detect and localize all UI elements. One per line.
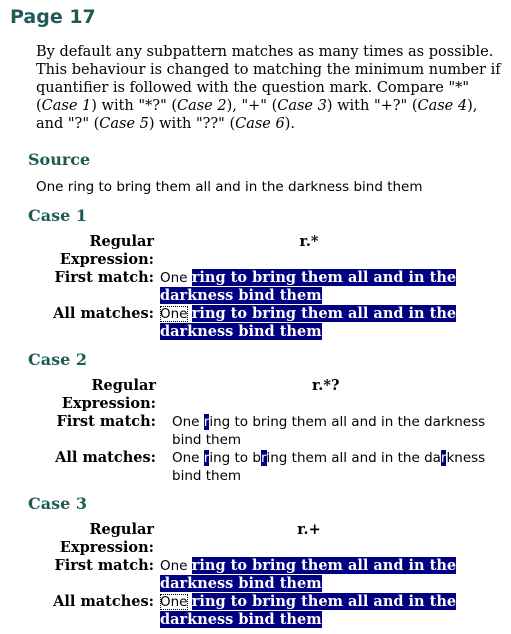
first-match-value xyxy=(160,557,458,593)
case-4-ref: Case 4 xyxy=(417,98,468,114)
all-matches-value xyxy=(160,593,458,629)
regex-value: r.*? xyxy=(312,377,340,394)
all-matches-label: All matches: xyxy=(55,449,156,466)
unmatched-text: One xyxy=(160,594,188,610)
regex-value: r.+ xyxy=(297,521,321,538)
case-6-ref: Case 6 xyxy=(235,116,285,132)
match-highlight: ring to bring them all and in the darkness bind them xyxy=(160,557,457,592)
regex-row xyxy=(44,521,458,557)
first-match-value xyxy=(172,413,504,449)
first-match-label: First match: xyxy=(54,557,154,574)
regex-row xyxy=(44,233,458,269)
case-1-table xyxy=(44,233,458,341)
regex-value: r.* xyxy=(299,233,319,250)
intro-text: ) with "??" ( xyxy=(148,116,236,132)
first-match-row xyxy=(44,269,458,305)
all-matches-label: All matches: xyxy=(53,305,154,322)
regex-label: Regular Expression: xyxy=(59,233,154,268)
intro-text: By default any subpattern matches as many times as possible. This behaviour is changed to matching the minimum number if quantifier is followed with the question mark. Compare "*" ( xyxy=(36,44,501,114)
regex-label: Regular Expression: xyxy=(61,377,156,412)
unmatched-text: ing to bring them all and in the darkness bind them xyxy=(172,414,486,448)
unmatched-text: One xyxy=(172,450,204,466)
all-matches-value xyxy=(160,305,458,341)
all-matches-row xyxy=(44,593,458,629)
intro-text: ) with "*?" ( xyxy=(91,98,177,114)
match-highlight: r xyxy=(203,450,210,466)
match-highlight: ring to bring them all and in the darkness bind them xyxy=(160,269,457,304)
unmatched-text: One xyxy=(160,306,188,322)
case-3-table xyxy=(44,521,458,629)
first-match-row xyxy=(44,557,458,593)
case-1-heading: Case 1 xyxy=(28,206,87,225)
match-highlight: r xyxy=(260,450,267,466)
source-heading: Source xyxy=(28,150,91,169)
all-matches-row xyxy=(50,449,504,485)
unmatched-text: One xyxy=(160,270,192,286)
first-match-value xyxy=(160,269,458,305)
unmatched-text: ing them all and in the da xyxy=(266,450,441,466)
unmatched-text: One xyxy=(160,558,192,574)
first-match-row xyxy=(50,413,504,449)
case-2-ref: Case 2 xyxy=(177,98,227,114)
case-2-heading: Case 2 xyxy=(28,350,87,369)
intro-text: ), "+" ( xyxy=(226,98,278,114)
unmatched-text: ing to b xyxy=(209,450,261,466)
source-text: One ring to bring them all and in the darkness bind them xyxy=(36,179,423,195)
first-match-label: First match: xyxy=(56,413,156,430)
case-3-ref: Case 3 xyxy=(277,98,327,114)
match-highlight: ring to bring them all and in the darkness bind them xyxy=(160,305,457,340)
unmatched-text: kness bind them xyxy=(172,450,486,484)
all-matches-label: All matches: xyxy=(53,593,154,610)
case-1-ref: Case 1 xyxy=(41,98,92,114)
intro-text: ), and "?" ( xyxy=(36,98,478,132)
case-5-ref: Case 5 xyxy=(99,116,149,132)
intro-paragraph xyxy=(36,43,506,133)
case-3-heading: Case 3 xyxy=(28,494,87,513)
intro-text: ). xyxy=(284,116,296,132)
first-match-label: First match: xyxy=(54,269,154,286)
intro-text: ) with "+?" ( xyxy=(326,98,418,114)
unmatched-text: One xyxy=(172,414,204,430)
all-matches-value xyxy=(172,449,504,485)
match-highlight: r xyxy=(203,414,210,430)
match-highlight: r xyxy=(440,450,447,466)
page-title: Page 17 xyxy=(10,6,96,28)
all-matches-row xyxy=(44,305,458,341)
regex-label: Regular Expression: xyxy=(59,521,154,556)
match-highlight: ring to bring them all and in the darkness bind them xyxy=(160,593,457,628)
regex-row xyxy=(50,377,504,413)
case-2-table xyxy=(50,377,504,485)
